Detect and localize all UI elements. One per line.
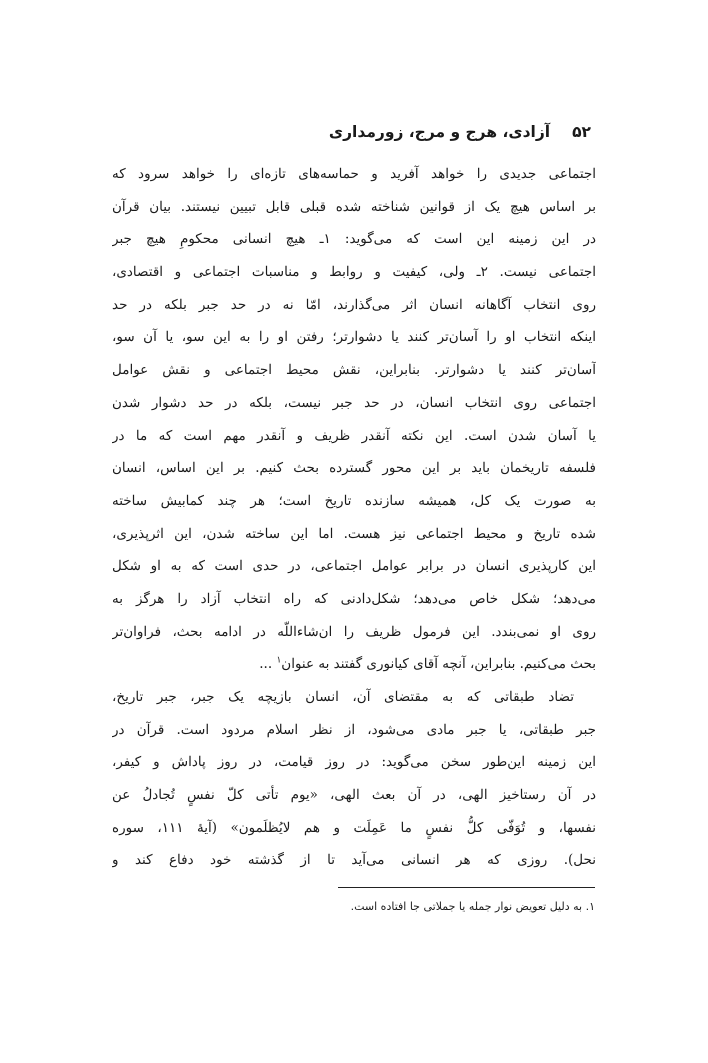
- text-line: اجتماعی روی انتخاب انسان، در حد جبر نیست، بلکه در حد دشوار شدن: [112, 394, 596, 411]
- text-line: روی او نمی‌بندد. این فرمول ظریف را ان‌شاءاللّه در ادامه بحث، فراوان‌تر: [112, 623, 596, 640]
- text-line: می‌دهد؛ شکل خاص می‌دهد؛ شکل‌دادنی که راه انتخاب آزاد را هرگز به: [112, 590, 596, 607]
- page-number: ۵۲: [572, 123, 591, 141]
- footnote-reference: ۱: [276, 655, 282, 666]
- text-line: آسان‌تر کنند یا دشوارتر. بنابراین، نقش محیط اجتماعی و نقش عوامل: [112, 362, 596, 379]
- text-line: بر اساس هیچ یک از قوانین شناخته شده قبلی قابل تبیین نیستند. بیان قرآن: [112, 198, 596, 215]
- text-line: این کارپذیری انسان در برابر عوامل اجتماعی، در حدی است که به او شکل: [112, 558, 596, 575]
- footnote: ۱. به دلیل تعویض نوار جمله یا جملاتی جا افتاده است.: [350, 900, 595, 913]
- text-line: اجتماعی جدیدی را خواهد آفرید و حماسه‌های تازه‌ای را خواهد سرود که: [112, 166, 596, 182]
- text-line: جبر طبقاتی، یا جبر مادی می‌شود، از نظر اسلام مردود است. قرآن در: [112, 721, 596, 738]
- text-line: این زمینه این‌طور سخن می‌گوید: در روز قیامت، در روز پاداش و کیفر،: [112, 754, 596, 771]
- text-line: روی انتخاب آگاهانه انسان اثر می‌گذارند، امّا نه در حد جبر بلکه در حد: [112, 296, 596, 313]
- paragraph-last-line: [112, 648, 596, 681]
- text-line: به صورت یک کل، همیشه سازنده تاریخ است؛ هر چند کمابیش ساخته: [112, 492, 596, 509]
- running-title: آزادی، هرج و مرج، زورمداری: [328, 123, 551, 141]
- text-line: در این زمینه این است که می‌گوید: ۱ـ هیچ انسانی محکومِ هیچ جبر: [112, 231, 596, 248]
- text-line: فلسفه تاریخمان باید بر این محور گسترده بحث کنیم. بر این اساس، انسان: [112, 460, 596, 477]
- body-text: [112, 158, 596, 877]
- ellipsis: ...: [259, 656, 273, 673]
- text-line: اینکه انتخاب او را آسان‌تر کنند یا دشوارتر؛ رفتن او را به این سو، یا آن سو،: [112, 329, 596, 346]
- text-line: نحل). روزی که هر انسانی می‌آید تا از گذشته خود دفاع کند و: [112, 852, 596, 869]
- footnote-divider: [338, 887, 595, 888]
- text-line: در آن رستاخیز الهی، در آن بعث الهی، «یوم تأتی کلّ نفسٍ تُجادلُ عن: [112, 787, 596, 804]
- paragraph-first-line: تضاد طبقاتی که به مقتضای آن، انسان بازیچه یک جبر، جبر تاریخ،: [112, 689, 574, 705]
- text-line: بحث می‌کنیم. بنابراین، آنچه آقای کیانوری گفتند به عنوان: [281, 656, 596, 673]
- text-line: اجتماعی نیست. ۲ـ ولی، کیفیت و روابط و مناسبات اجتماعی و اقتصادی،: [112, 264, 596, 281]
- text-line: شده تاریخ و محیط اجتماعی نیز هست. اما این ساخته شدن، این اثرپذیری،: [112, 525, 596, 542]
- text-line: یا آسان شدن است. این نکته آنقدر ظریف و آنقدر مهم است که ما در: [112, 427, 596, 444]
- text-line: نفسها، و تُوَفّی کلُّ نفسٍ ما عَمِلَت و هم لایُظلَمون» (آیهٔ ۱۱۱، سوره: [112, 819, 596, 836]
- page-header: [329, 122, 591, 142]
